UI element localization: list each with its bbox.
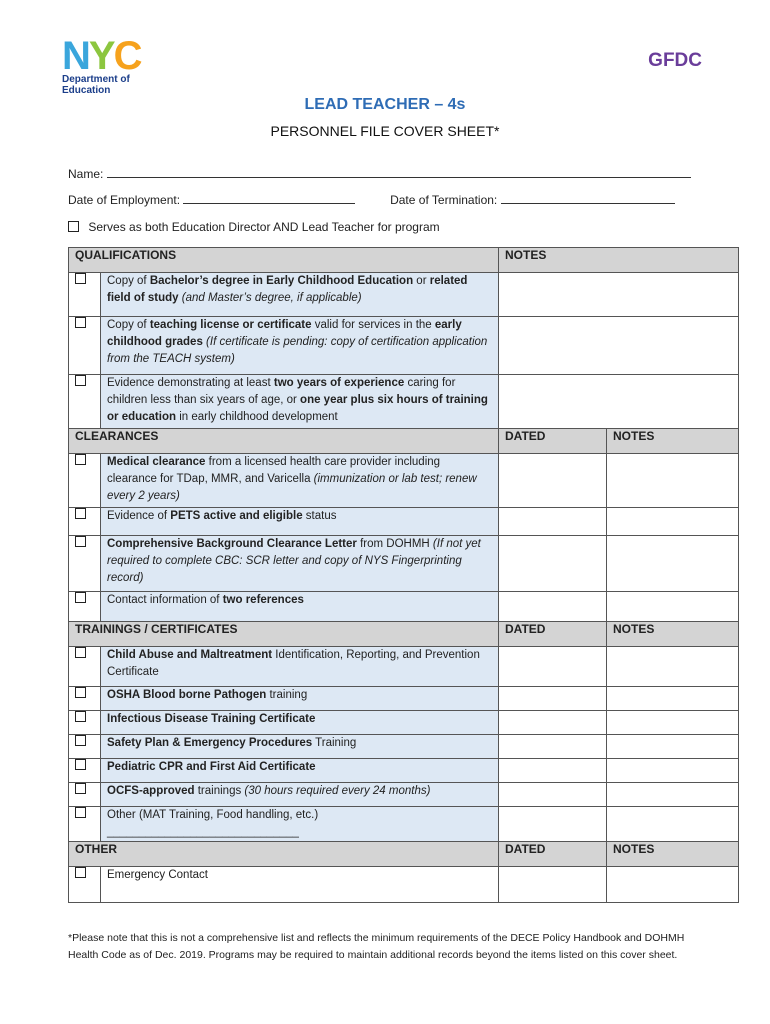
notes-cell[interactable] <box>607 711 739 735</box>
clearances-dated-header: DATED <box>499 429 607 454</box>
serves-both-label: Serves as both Education Director AND Lead Teacher for program <box>88 220 440 234</box>
dated-cell[interactable] <box>499 783 607 807</box>
notes-cell[interactable] <box>607 759 739 783</box>
dated-cell[interactable] <box>499 454 607 508</box>
document-title: LEAD TEACHER – 4s <box>304 96 466 113</box>
logo-letter-y: Y <box>88 34 114 78</box>
footnote: *Please note that this is not a comprehensive list and reflects the minimum requirements of the DECE Policy Handbook and DOHMH Health Code as of Dec. 2019. Programs may be required to maintain additional records beyond the items listed on this cover sheet. <box>68 932 685 961</box>
dated-cell[interactable] <box>499 647 607 687</box>
training-child-abuse: Child Abuse and Maltreatment Identification, Reporting, and Prevention Certificate <box>101 647 499 687</box>
table-row <box>69 759 739 783</box>
name-input-line[interactable] <box>107 166 691 178</box>
item-checkbox[interactable] <box>75 508 86 519</box>
trainings-header: TRAININGS / CERTIFICATES <box>69 622 499 647</box>
table-row <box>69 273 739 317</box>
other-notes-header: NOTES <box>607 842 739 867</box>
dated-cell[interactable] <box>499 508 607 536</box>
notes-cell[interactable] <box>607 807 739 842</box>
trainings-notes-header: NOTES <box>607 622 739 647</box>
name-field-row <box>68 166 691 181</box>
clearance-medical: Medical clearance from a licensed health care provider including clearance for TDap, MMR, and Varicella (immunization or lab test; renew every 2 years) <box>101 454 499 508</box>
notes-cell[interactable] <box>499 375 739 429</box>
item-checkbox[interactable] <box>75 536 86 547</box>
date-fields-row <box>68 192 675 207</box>
clearances-header: CLEARANCES <box>69 429 499 454</box>
qualification-experience: Evidence demonstrating at least two years of experience caring for children less than six years of age, or one year plus six hours of training or education in early childhood development <box>101 375 499 429</box>
item-checkbox[interactable] <box>75 317 86 328</box>
notes-cell[interactable] <box>607 867 739 903</box>
table-row <box>69 508 739 536</box>
item-checkbox[interactable] <box>75 375 86 386</box>
table-row <box>69 536 739 592</box>
logo-letters <box>62 34 172 78</box>
item-checkbox[interactable] <box>75 687 86 698</box>
table-row <box>69 375 739 429</box>
table-row <box>69 454 739 508</box>
training-ocfs: OCFS-approved trainings (30 hours required every 24 months) <box>101 783 499 807</box>
name-label: Name: <box>68 167 104 181</box>
program-code: GFDC <box>648 50 702 71</box>
other-dated-header: DATED <box>499 842 607 867</box>
training-other: Other (MAT Training, Food handling, etc.) ______________________________ <box>101 807 499 842</box>
notes-cell[interactable] <box>607 454 739 508</box>
training-osha: OSHA Blood borne Pathogen training <box>101 687 499 711</box>
trainings-dated-header: DATED <box>499 622 607 647</box>
serves-both-row <box>68 220 440 234</box>
dated-cell[interactable] <box>499 687 607 711</box>
item-checkbox[interactable] <box>75 759 86 770</box>
item-checkbox[interactable] <box>75 273 86 284</box>
date-termination-label: Date of Termination: <box>390 193 498 207</box>
item-checkbox[interactable] <box>75 647 86 658</box>
item-checkbox[interactable] <box>75 783 86 794</box>
notes-cell[interactable] <box>499 317 739 375</box>
item-checkbox[interactable] <box>75 711 86 722</box>
notes-cell[interactable] <box>607 592 739 622</box>
notes-cell[interactable] <box>607 687 739 711</box>
table-row <box>69 317 739 375</box>
table-row <box>69 592 739 622</box>
clearance-pets: Evidence of PETS active and eligible status <box>101 508 499 536</box>
other-emergency-contact: Emergency Contact <box>101 867 499 903</box>
date-employment-label: Date of Employment: <box>68 193 181 207</box>
other-header: OTHER <box>69 842 499 867</box>
notes-cell[interactable] <box>607 508 739 536</box>
item-checkbox[interactable] <box>75 807 86 818</box>
item-checkbox[interactable] <box>75 454 86 465</box>
table-row <box>69 867 739 903</box>
document-subtitle: PERSONNEL FILE COVER SHEET* <box>270 123 500 139</box>
nyc-doe-logo <box>62 34 172 100</box>
qualification-bachelors: Copy of Bachelor’s degree in Early Childhood Education or related field of study (and Master’s degree, if applicable) <box>101 273 499 317</box>
dated-cell[interactable] <box>499 711 607 735</box>
table-row <box>69 783 739 807</box>
clearance-references: Contact information of two references <box>101 592 499 622</box>
training-infectious-disease: Infectious Disease Training Certificate <box>101 711 499 735</box>
dated-cell[interactable] <box>499 759 607 783</box>
item-checkbox[interactable] <box>75 867 86 878</box>
table-row <box>69 647 739 687</box>
dated-cell[interactable] <box>499 867 607 903</box>
logo-dept-line: Department of <box>62 74 130 85</box>
serves-both-checkbox[interactable] <box>68 221 79 232</box>
notes-cell[interactable] <box>607 647 739 687</box>
date-termination-line[interactable] <box>501 192 675 204</box>
dated-cell[interactable] <box>499 807 607 842</box>
logo-letter-c: C <box>113 34 141 78</box>
table-row <box>69 687 739 711</box>
table-row <box>69 807 739 842</box>
notes-cell[interactable] <box>499 273 739 317</box>
training-safety-plan: Safety Plan & Emergency Procedures Training <box>101 735 499 759</box>
notes-cell[interactable] <box>607 783 739 807</box>
dated-cell[interactable] <box>499 536 607 592</box>
table-row <box>69 711 739 735</box>
clearance-background: Comprehensive Background Clearance Letter from DOHMH (If not yet required to complete CBC: SCR letter and copy of NYS Fingerprinting record) <box>101 536 499 592</box>
qualifications-header: QUALIFICATIONS <box>69 248 499 273</box>
clearances-notes-header: NOTES <box>607 429 739 454</box>
item-checkbox[interactable] <box>75 735 86 746</box>
notes-cell[interactable] <box>607 536 739 592</box>
qualification-teaching-license: Copy of teaching license or certificate valid for services in the early childhood grades (If certificate is pending: copy of certification application from the TEACH system) <box>101 317 499 375</box>
table-row <box>69 735 739 759</box>
qualifications-notes-header: NOTES <box>499 248 739 273</box>
dated-cell[interactable] <box>499 592 607 622</box>
requirements-table <box>68 247 739 903</box>
logo-letter-n: N <box>62 34 89 78</box>
dated-cell[interactable] <box>499 735 607 759</box>
date-employment-line[interactable] <box>183 192 355 204</box>
training-cpr: Pediatric CPR and First Aid Certificate <box>101 759 499 783</box>
item-checkbox[interactable] <box>75 592 86 603</box>
logo-edu-line: Education <box>62 85 111 96</box>
notes-cell[interactable] <box>607 735 739 759</box>
